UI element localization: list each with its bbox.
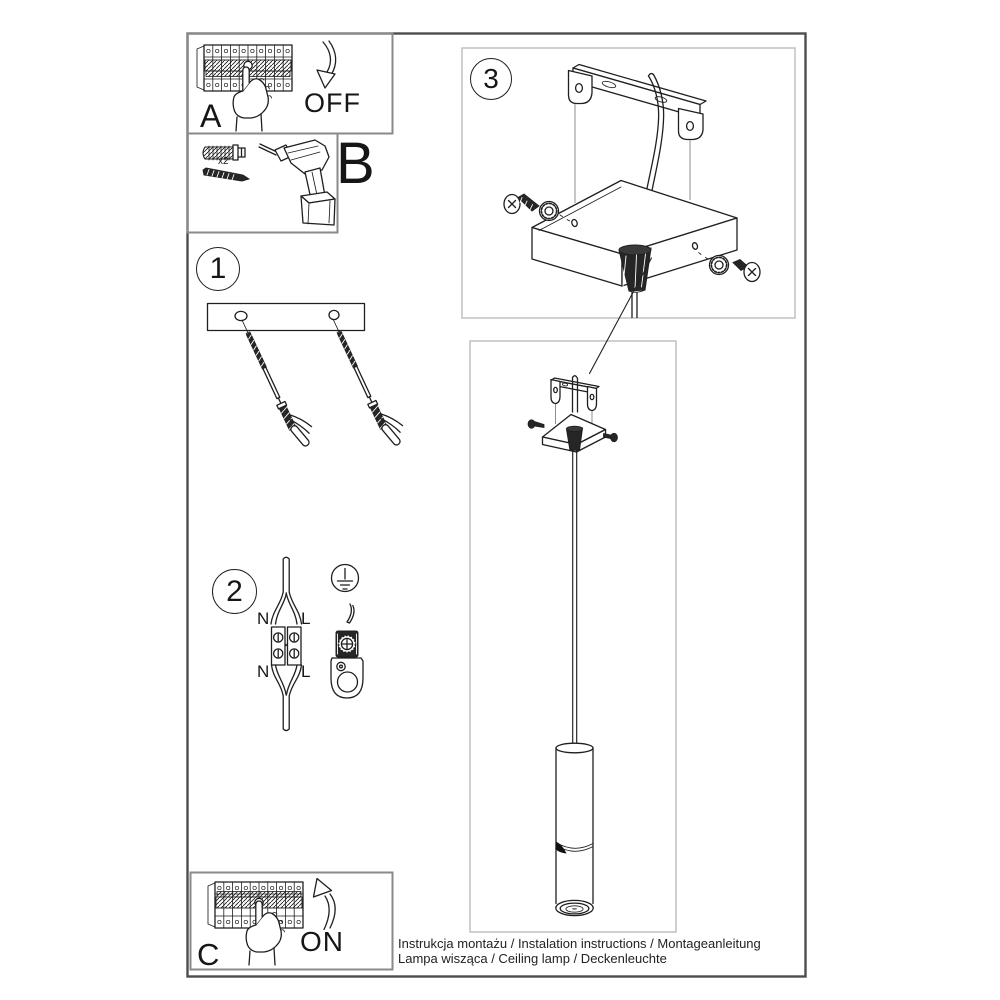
wire-label-l-top: L <box>301 609 311 628</box>
footer-title-line: Instrukcja montażu / Instalation instructions / Montageanleitung <box>398 936 761 951</box>
ground-clamp <box>331 604 363 698</box>
terminal-block-wiring <box>271 557 302 730</box>
ceiling-bracket-3d <box>569 65 707 140</box>
step-label-c: C <box>197 937 220 972</box>
strain-relief-cone <box>619 245 651 318</box>
arrow-up-icon <box>314 879 336 930</box>
step1-badge <box>196 247 240 291</box>
step-label-b: B <box>336 131 375 196</box>
arrow-down-icon <box>317 41 336 88</box>
wire-label-l-bottom: L <box>301 662 311 681</box>
step3-number: 3 <box>483 63 499 94</box>
seam-shadow <box>555 842 566 854</box>
wire-label-n-bottom: N <box>257 662 270 681</box>
step3-badge <box>470 58 512 100</box>
step1-number: 1 <box>209 252 227 285</box>
suspension-cable <box>573 452 577 744</box>
breaker-state-off: OFF <box>304 88 361 118</box>
lamp-marking <box>572 908 577 910</box>
breaker-state-on: ON <box>300 926 344 957</box>
step2-number: 2 <box>226 574 243 608</box>
footer-product-line: Lampa wisząca / Ceiling lamp / Deckenleuchte <box>398 951 667 966</box>
step-label-a: A <box>200 98 222 134</box>
outer-frame <box>188 34 806 977</box>
pendant-lamp <box>555 743 593 915</box>
anchor-screw-left <box>238 312 318 450</box>
anchor-quantity: x2 <box>218 156 229 167</box>
step2-badge <box>212 569 257 614</box>
anchor-screw-right <box>329 311 409 449</box>
mounting-bracket <box>208 304 365 331</box>
wire-label-n-top: N <box>257 609 270 628</box>
drill-icon <box>259 140 335 225</box>
canopy-assembly-small <box>528 376 618 452</box>
screw-icon <box>203 168 249 181</box>
earth-symbol-icon <box>332 565 359 592</box>
